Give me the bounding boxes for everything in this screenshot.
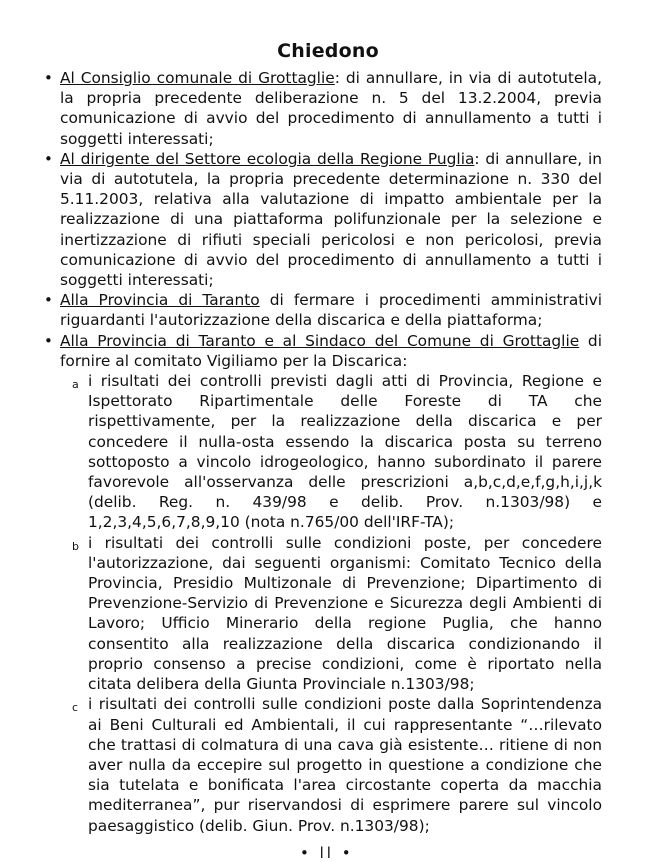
list-item xyxy=(44,331,602,371)
bullet-icon: • xyxy=(44,331,53,350)
request-list xyxy=(44,68,602,836)
sub-item-text: i risultati dei controlli sulle condizioni poste, per concedere l'autorizzazione, dai seguenti organismi: Comitato Tecnico della Provincia, Presidio Multizonale di Prevenzione; Dipartimento di Prevenzione-Servizio di Prevenzione e Sicurezza degli Ambienti di Lavoro; Ufficio Minerario della regione Puglia, che hanno consentito alla realizzazione della discarica condizionando il proprio consenso a precise condizioni, come è riportato nella citata delibera della Giunta Provinciale n.1303/98; xyxy=(88,533,602,694)
bullet-icon: • xyxy=(44,149,53,168)
sub-item-marker: a xyxy=(72,378,79,392)
request-text: di fornire al comitato Vigiliamo per la Discarica: xyxy=(60,331,602,370)
list-item xyxy=(44,68,602,149)
request-text: : di annullare, in via di autotutela, la propria precedente determinazione n. 330 del 5.11.2003, relativa alla valutazione di impatto ambientale per la realizzazione di una piattaforma polifunzionale per la selezione e inertizzazione di rifiuti speciali pericolosi e non pericolosi, previa comunicazione di avvio del procedimento di annullamento a tutti i soggetti interessati; xyxy=(60,149,602,290)
request-text: di fermare i procedimenti amministrativi riguardanti l'autorizzazione della discarica e della piattaforma; xyxy=(60,291,602,330)
bullet-icon: • xyxy=(44,69,53,87)
sub-item-text: i risultati dei controlli previsti dagli atti di Provincia, Regione e Ispettorato Ripartimentale delle Foreste di TA che rispettivamente, per la realizzazione della discarica e per concedere il nulla-osta essendo la discarica posta su terreno sottoposto a vincolo idrogeologico, hanno subordinato il parere favorevole all'osservanza delle prescrizioni a,b,c,d,e,f,g,h,i,j,k (delib. Reg. n. 439/98 e delib. Prov. n.1303/98) e 1,2,3,4,5,6,7,8,9,10 (nota n.765/00 dell'IRF-TA); xyxy=(88,372,602,532)
list-item xyxy=(44,290,602,330)
sub-item xyxy=(72,533,602,695)
sub-item-marker: c xyxy=(72,701,79,715)
sub-item-text: i risultati dei controlli sulle condizioni poste dalla Soprintendenza ai Beni Culturali ed Ambientali, il cui rappresentante “…rilevato che trattasi di colmatura di una cava già esistente… ritiene di non aver nulla da eccepire sul progetto in questione a condizione che sia tutelata e bonificata l'area circostante coperta da macchia mediterranea”, pur riservandosi di esprimere parere sul vincolo paesaggistico (delib. Giun. Prov. n.1303/98); xyxy=(88,695,602,835)
recipient-label: Alla Provincia di Taranto e al Sindaco del Comune di Grottaglie xyxy=(60,331,580,350)
sub-item xyxy=(72,694,602,835)
cut-off-text: • ll • xyxy=(300,844,354,862)
list-item xyxy=(44,149,602,290)
recipient-label: Alla Provincia di Taranto xyxy=(60,291,260,310)
sub-item-marker: b xyxy=(72,539,79,553)
recipient-label: Al dirigente del Settore ecologia della Regione Puglia xyxy=(60,149,475,168)
sub-item xyxy=(72,371,602,533)
bullet-icon: • xyxy=(44,291,53,310)
request-text: : di annullare, in via di autotutela, la propria precedente deliberazione n. 5 del 13.2.2004, previa comunicazione di avvio del procedimento di annullamento a tutti i soggetti interessati; xyxy=(60,69,602,148)
page-title: Chiedono xyxy=(277,40,379,62)
recipient-label: Al Consiglio comunale di Grottaglie xyxy=(60,69,335,87)
